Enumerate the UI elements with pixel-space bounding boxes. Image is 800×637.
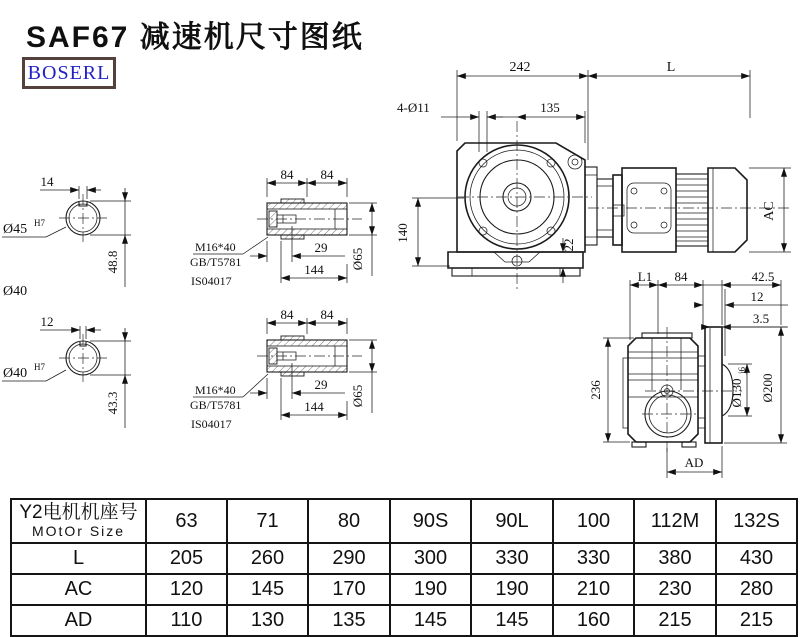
hollow-shaft-view-top	[190, 167, 377, 288]
table-row-AD	[11, 605, 797, 636]
dim-height-48-8: 48.8	[105, 250, 120, 274]
dim-135: 135	[540, 100, 560, 115]
table-cell: 330	[553, 543, 634, 574]
table-cell: 215	[716, 605, 797, 636]
dim-foot-22: 22	[561, 238, 576, 252]
table-cell: 380	[634, 543, 716, 574]
table-cell: 135	[308, 605, 390, 636]
table-row-label: L	[11, 543, 146, 574]
dim-242: 242	[509, 60, 531, 75]
dim-84-a: 84	[280, 167, 294, 182]
table-cell: 190	[471, 574, 553, 605]
table-cell: 330	[471, 543, 553, 574]
table-cell: 260	[227, 543, 308, 574]
table-cell: 430	[716, 543, 797, 574]
dim-keyway-12: 12	[40, 314, 54, 329]
shaft-section-view-top	[2, 174, 131, 299]
note-standard-gb: GB/T5781	[190, 398, 242, 412]
label-bore-d40-tolerance: H7	[34, 362, 45, 372]
table-row-L	[11, 543, 797, 574]
dim-motor-diameter-AC: AC	[762, 201, 777, 221]
label-bore-d40-note: Ø40	[3, 284, 28, 299]
note-standard-gb: GB/T5781	[190, 255, 242, 269]
dim-height-43-3: 43.3	[105, 391, 120, 415]
table-row-label: AC	[11, 574, 146, 605]
front-view-gearmotor	[395, 60, 791, 290]
dim-42-5: 42.5	[751, 269, 775, 284]
table-cell: 170	[308, 574, 390, 605]
dim-140: 140	[395, 223, 410, 243]
dim-spigot-tolerance-j6: j6	[737, 366, 747, 374]
motor-cooling-fins	[676, 174, 708, 246]
table-header-en: MOtOr Size	[31, 523, 126, 539]
table-row-AC	[11, 574, 797, 605]
table-cell: 145	[390, 605, 471, 636]
flange-bolt-hole	[479, 159, 487, 167]
table-cell: 145	[227, 574, 308, 605]
dim-12: 12	[750, 289, 764, 304]
note-standard-iso: IS04017	[191, 417, 232, 431]
table-cell: 190	[390, 574, 471, 605]
table-col-100: 100	[553, 499, 634, 543]
dim-29: 29	[314, 240, 328, 255]
table-col-90l: 90L	[471, 499, 553, 543]
motor-stator	[622, 168, 676, 252]
dim-29: 29	[314, 377, 328, 392]
label-bore-d45-tolerance: H7	[34, 218, 45, 228]
table-cell: 300	[390, 543, 471, 574]
table-cell: 210	[553, 574, 634, 605]
table-col-80: 80	[308, 499, 390, 543]
table-cell: 205	[146, 543, 227, 574]
table-header-cn: Y2电机机座号	[19, 502, 138, 523]
table-cell: 145	[471, 605, 553, 636]
label-flange-holes-4xd11: 4-Ø11	[397, 100, 430, 115]
dimension-table	[10, 498, 798, 637]
flange-bolt-hole	[479, 227, 487, 235]
flange-bolt-hole	[547, 159, 555, 167]
table-col-132s: 132S	[716, 499, 797, 543]
dim-d65: Ø65	[350, 384, 365, 408]
table-cell: 230	[634, 574, 716, 605]
table-header-motor-size	[11, 499, 146, 543]
dim-84-b: 84	[320, 307, 334, 322]
dim-3-5: 3.5	[752, 311, 770, 326]
input-flange-plate	[705, 327, 722, 443]
table-cell: 160	[553, 605, 634, 636]
brand-logo-text: BOSERL	[27, 61, 111, 84]
table-row-label: AD	[11, 605, 146, 636]
dim-L1: L1	[637, 269, 653, 284]
dim-motor-length-L: L	[666, 60, 676, 75]
flange-bolt-hole	[547, 227, 555, 235]
dim-236: 236	[588, 380, 603, 400]
dim-84-a: 84	[280, 307, 294, 322]
note-bolt-spec: M16*40	[195, 383, 236, 397]
dim-84: 84	[674, 269, 688, 284]
table-cell: 110	[146, 605, 227, 636]
side-view-gearbox	[588, 269, 788, 478]
page-title: SAF67 减速机尺寸图纸	[26, 21, 364, 54]
table-cell: 215	[634, 605, 716, 636]
note-standard-iso: IS04017	[191, 274, 232, 288]
table-cell: 120	[146, 574, 227, 605]
table-cell: 290	[308, 543, 390, 574]
dim-flange-d200: Ø200	[760, 373, 775, 403]
note-bolt-spec: M16*40	[195, 240, 236, 254]
dim-keyway-14: 14	[40, 174, 54, 189]
dim-144: 144	[304, 399, 324, 414]
dim-84-b: 84	[320, 167, 334, 182]
label-bore-d45: Ø45	[3, 222, 28, 237]
table-col-112m: 112M	[634, 499, 716, 543]
table-col-71: 71	[227, 499, 308, 543]
table-col-63: 63	[146, 499, 227, 543]
table-cell: 130	[227, 605, 308, 636]
table-col-90s: 90S	[390, 499, 471, 543]
hollow-shaft-view-bottom	[190, 307, 377, 431]
shaft-section-view-bottom	[2, 314, 131, 428]
dim-AD: AD	[684, 455, 704, 470]
motor-fan-cover	[708, 168, 747, 252]
label-bore-d40: Ø40	[3, 366, 28, 381]
motor-flange	[613, 175, 622, 245]
dim-spigot-d130: Ø130	[729, 378, 744, 408]
table-cell: 280	[716, 574, 797, 605]
dim-d65: Ø65	[350, 247, 365, 271]
dim-144: 144	[304, 262, 324, 277]
dimension-table-wrap	[10, 498, 798, 637]
